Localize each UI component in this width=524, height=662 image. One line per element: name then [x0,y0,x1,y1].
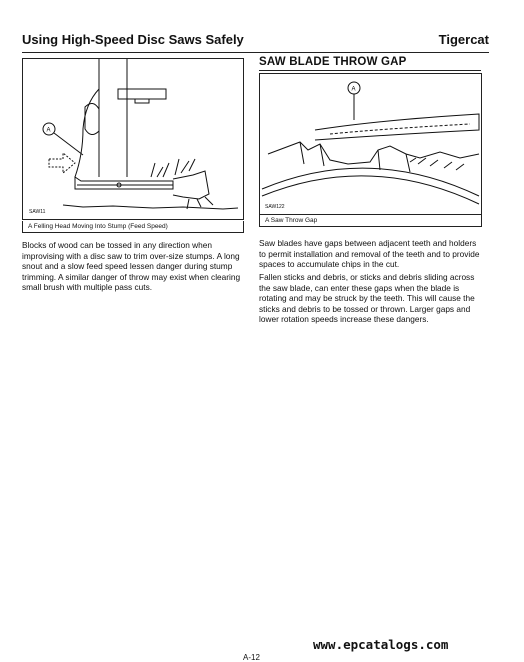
callout-a-label: A [351,86,356,93]
brand-name: Tigercat [438,32,489,47]
saw-throw-gap-illustration [260,74,481,214]
section-title: SAW BLADE THROW GAP [259,56,407,68]
paragraph-stump-trimming: Blocks of wood can be tossed in any direction when improvising with a disc saw to trim over-size stumps. A long snout and a slow feed speed lessen danger during stump trimming. A similar danger of throw may exist when clearing small brush with multiple pass cuts. [22,240,241,292]
header-divider [22,52,489,53]
paragraph-debris-danger: Fallen sticks and debris, or sticks and debris sliding across the saw blade, can enter these gaps when the blade is rotating and may be struck by the teeth. This will cause the sticks and debris to be tossed or thrown. Larger gaps and lower rotation speeds increase these dangers. [259,272,475,324]
figure-id: SAW11 [29,209,46,215]
callout-a-label: A [46,127,51,134]
paragraph-blade-gaps: Saw blades have gaps between adjacent teeth and holders to permit installation and removal of the teeth and to provide spaces to accumulate chips in the cut. [259,238,480,269]
section-divider [259,70,481,71]
page-number: A-12 [243,653,260,662]
figure-id: SAW122 [265,204,285,210]
caption-text: A Felling Head Moving Into Stump (Feed Speed) [28,223,168,230]
figure-caption [22,221,244,233]
caption-text: A Saw Throw Gap [265,217,318,224]
figure-felling-head [22,58,244,220]
felling-head-illustration [23,59,243,219]
figure-saw-throw-gap [259,73,482,215]
watermark: www.epcatalogs.com [313,637,449,652]
figure-caption [259,215,482,227]
page-header-title: Using High-Speed Disc Saws Safely [22,32,244,47]
